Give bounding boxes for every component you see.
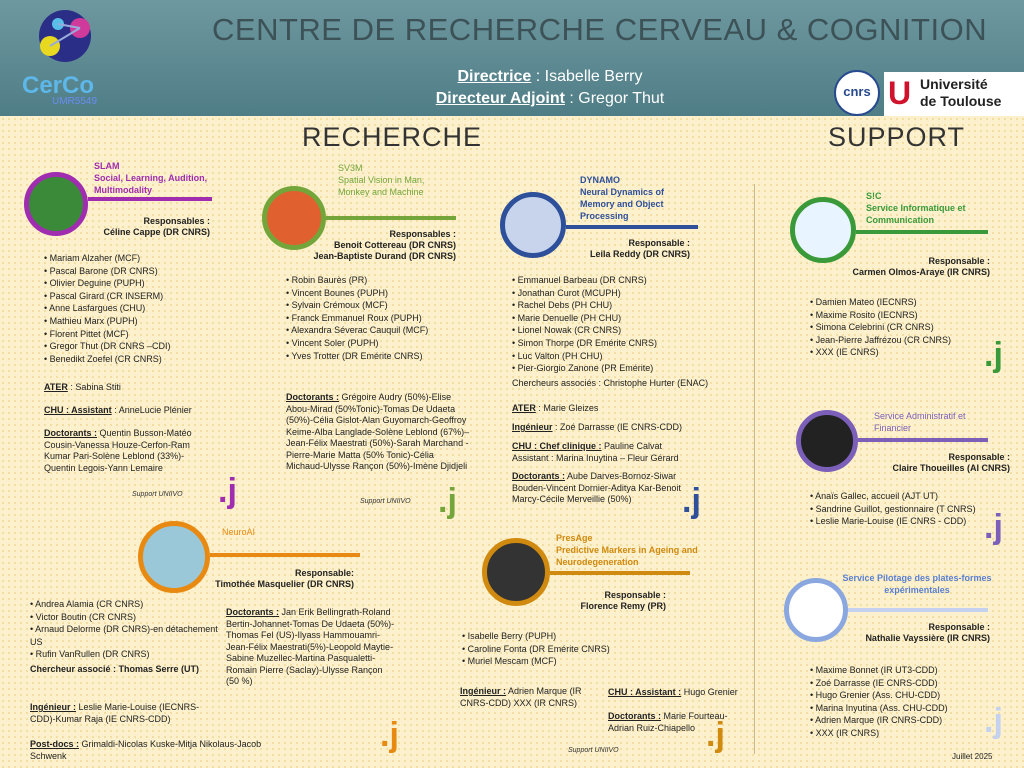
neuroai-members: • Andrea Alamia (CR CNRS) • Victor Boutin (CR CNRS) • Arnaud Delorme (DR CNRS)-en détachement US • Rufin VanRullen (DR CNRS) [30, 598, 220, 661]
sic-title: S!C Service Informatique et Communication [866, 191, 966, 225]
dynamo-j-mark: .j [682, 482, 701, 520]
univ-toulouse-logo: U Université de Toulouse [884, 72, 1024, 116]
presage-support: Support UNIIVO [568, 747, 619, 754]
slam-chu: CHU : Assistant : AnneLucie Plénier [44, 405, 192, 415]
spp-title: Service Pilotage des plates-formes expérimentales [842, 573, 992, 595]
direction: Directrice : Isabelle Berry Directeur Adjoint : Gregor Thut [435, 68, 665, 107]
dynamo-doctorants: Doctorants : Aube Darves-Bornoz-Siwar Bouden-Vincent Dornier-Aditya Kar-Benoit Marcy-Cécile Merveillie (50%) [512, 471, 681, 504]
presage-title: PresAge Predictive Markers in Ageing and Neurodegeneration [556, 533, 698, 567]
neuroai-postdocs: Post-docs : Grimaldi-Nicolas Kuske-Mitja Nikolaus-Jacob Schwenk [30, 739, 262, 761]
sic-members: • Damien Mateo (IECNRS) • Maxime Rosito (IECNRS) • Simona Celebrini (CR CNRS) • Jean-Pierre Jaffrézou (CR CNRS) • XXX (IE CNRS) [810, 296, 951, 359]
presage-bar [550, 571, 690, 575]
saf-responsable: Responsable : Claire Thoueilles (AI CNRS) [892, 452, 1010, 473]
dynamo-chu: CHU : Chef clinique : Pauline Calvat [512, 441, 663, 451]
presage-doctorants: Doctorants : Marie Fourteau-Adrian Ruiz-Chiapello [608, 711, 728, 733]
saf-bar [858, 438, 988, 442]
presage-chu: CHU : Assistant : Hugo Grenier [608, 687, 738, 697]
logo-subtext: UMR5549 [52, 96, 98, 107]
sv3m-support: Support UNIIVO [360, 498, 411, 505]
divider [754, 184, 755, 754]
directrice-label: Directrice [457, 68, 532, 85]
cerco-logo-icon [20, 6, 115, 76]
date: Juillet 2025 [952, 752, 993, 761]
neuroai-title: NeuroAI [222, 527, 256, 537]
sic-j-mark: .j [984, 336, 1003, 374]
adjoint-label: Directeur Adjoint [435, 90, 565, 107]
sic-icon [790, 197, 856, 263]
spp-icon [784, 578, 848, 642]
presage-responsable: Responsable : Florence Remy (PR) [580, 590, 666, 611]
slam-support: Support UNIIVO [132, 491, 183, 498]
presage-icon [482, 538, 550, 606]
cnrs-logo: cnrs [834, 70, 880, 116]
page-title: CENTRE DE RECHERCHE CERVEAU & COGNITION [212, 12, 988, 47]
sv3m-responsables: Responsables : Benoit Cottereau (DR CNRS) Jean-Baptiste Durand (DR CNRS) [313, 229, 456, 261]
neuroai-bar [210, 553, 360, 557]
logo-text: CerCo [22, 72, 95, 99]
section-recherche: RECHERCHE [302, 122, 483, 152]
dynamo-members: • Emmanuel Barbeau (DR CNRS) • Jonathan Curot (MCUPH) • Rachel Debs (PH CHU) • Marie Denuelle (PH CHU) • Lionel Nowak (CR CNRS) • Simon Thorpe (DR Emérite CNRS) • Luc Valton (PH CHU) • Pier-Giorgio Zanone (PR Emérite) [512, 274, 657, 375]
slam-members: • Mariam Alzaher (MCF) • Pascal Barone (DR CNRS) • Olivier Deguine (PUPH) • Pascal Girard (CR INSERM) • Anne Lasfargues (CHU) • Mathieu Marx (PUPH) • Florent Pittet (MCF) • Gregor Thut (DR CNRS –CDI) • Benedikt Zoefel (CR CNRS) [44, 252, 171, 365]
presage-ingenieur: Ingénieur : Adrien Marque (IR CNRS-CDD) XXX (IR CNRS) [460, 686, 582, 708]
spp-responsable: Responsable : Nathalie Vayssière (IR CNRS) [865, 622, 990, 643]
saf-members: • Anaïs Gallec, accueil (AJT UT) • Sandrine Guillot, gestionnaire (T CNRS) • Leslie Marie-Louise (IE CNRS - CDD) [810, 490, 976, 528]
neuroai-doctorants: Doctorants : Jan Erik Bellingrath-Roland Bertin-Johannet-Tomas De Udaeta (50%)-Thomas Fel (US)-Ilyass Hammouamri-Jean-Félix Maestrati(5%)-Leopold Maytie-Sabine Muzellec-Martina Pasqualetti-Romain Pierre (Saclay)-Ulysse Rançon (50 %) [226, 607, 395, 686]
saf-j-mark: .j [984, 508, 1003, 546]
sv3m-bar [326, 216, 456, 220]
dynamo-bar [566, 225, 698, 229]
sv3m-members: • Robin Baurès (PR) • Vincent Bounes (PUPH) • Sylvain Crémoux (MCF) • Franck Emmanuel Roux (PUPH) • Alexandra Séverac Cauquil (MCF) • Vincent Soler (PUPH) • Yves Trotter (DR Emérite CNRS) [286, 274, 428, 362]
spp-j-mark: .j [984, 702, 1003, 740]
section-support: SUPPORT [828, 122, 966, 152]
neuroai-responsable: Responsable: Timothée Masquelier (DR CNRS) [215, 568, 354, 589]
sic-responsable: Responsable : Carmen Olmos-Araye (IR CNRS) [852, 256, 990, 277]
directrice-name: Isabelle Berry [544, 68, 643, 85]
spp-members: • Maxime Bonnet (IR UT3-CDD) • Zoé Darrasse (IE CNRS-CDD) • Hugo Grenier (Ass. CHU-CDD) • Marina Inyutina (Ass. CHU-CDD) • Adrien Marque (IR CNRS-CDD) • XXX (IR CNRS) [810, 664, 948, 740]
dynamo-assistant: Assistant : Marina Inuytina – Fleur Gérard [512, 453, 679, 463]
slam-doctorants: Doctorants : Quentin Busson-Matéo Cousin-Vanessa Houze-Cerfon-Ram Kumar Pari-Solène Leblond (33%)-Quentin Legois-Yann Lemaire [44, 428, 192, 473]
sic-bar [856, 230, 988, 234]
dynamo-ater: ATER : Marie Gleizes [512, 403, 599, 413]
spp-bar [848, 608, 988, 612]
univ-line2: de Toulouse [920, 93, 1002, 109]
sv3m-doctorants: Doctorants : Grégoire Audry (50%)-Elise Abou-Mirad (50%Tonic)-Tomas De Udaeta (50%)-Célia Gislot-Alan Guyomarch-Geoffroy Keime-Alba Langlade-Solène Leblond (67%)–Jean-Félix Maestrati (50%)-Sarah Marchand - Pierre-Marie Matta (50% Tonic)-Célia Michaud-Ulysse Rançon (50%)-Imène Djidjeli [286, 392, 470, 471]
slam-j-mark: .j [218, 472, 237, 510]
slam-ater: ATER : Sabina Stiti [44, 382, 121, 392]
dynamo-associes: Chercheurs associés : Christophe Hurter (ENAC) [512, 378, 709, 388]
dynamo-title: DYNAMO Neural Dynamics of Memory and Object Processing [580, 175, 665, 221]
slam-icon [24, 172, 88, 236]
adjoint-name: Gregor Thut [578, 90, 665, 107]
univ-line1: Université [920, 76, 988, 92]
presage-j-mark: .j [706, 716, 725, 754]
dynamo-icon [500, 192, 566, 258]
slam-responsables: Responsables : Céline Cappe (DR CNRS) [103, 216, 210, 237]
neuroai-associe: Chercheur associé : Thomas Serre (UT) [30, 664, 200, 674]
dynamo-ingenieur: Ingénieur : Zoé Darrasse (IE CNRS-CDD) [512, 422, 683, 432]
dynamo-responsable: Responsable : Leila Reddy (DR CNRS) [589, 238, 690, 259]
presage-members: • Isabelle Berry (PUPH) • Caroline Fonta (DR Emérite CNRS) • Muriel Mescam (MCF) [462, 630, 610, 668]
saf-icon [796, 410, 858, 472]
sv3m-j-mark: .j [438, 482, 457, 520]
neuroai-ingenieur: Ingénieur : Leslie Marie-Louise (IECNRS-CDD)-Kumar Raja (IE CNRS-CDD) [30, 702, 200, 724]
slam-bar [88, 197, 212, 201]
saf-title: Service Administratif et Financier [874, 411, 966, 433]
neuroai-j-mark: .j [380, 716, 399, 754]
slam-title: SLAM Social, Learning, Audition, Multimodality [94, 161, 208, 195]
sv3m-title: SV3M Spatial Vision in Man, Monkey and Machine [338, 163, 425, 197]
